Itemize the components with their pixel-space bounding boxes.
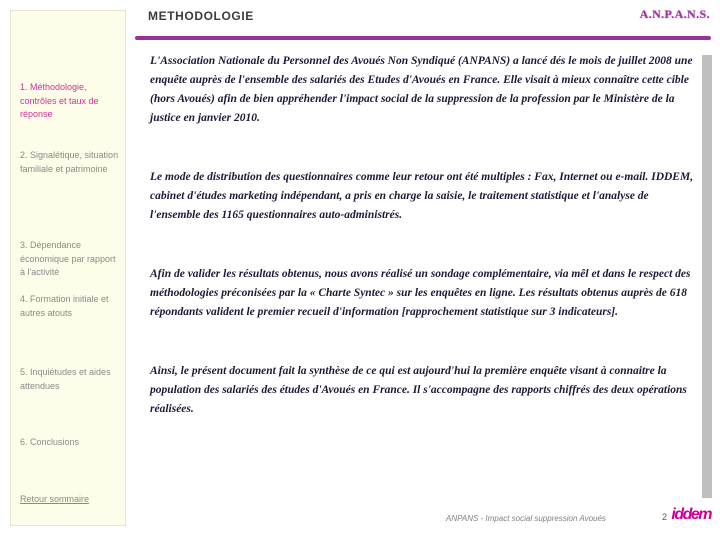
- anpans-logo: A.N.P.A.N.S.: [639, 7, 710, 21]
- paragraph-distribution-mode: Le mode de distribution des questionnaires comme leur retour ont été multiples : Fax, Internet ou e-mail. IDDEM, cabinet d'études marketing indépendant, a pris en charge la saisie, le traitement statistique et l'analyse de l'ensemble des 1165 questionnaires auto-administrés.: [150, 171, 694, 221]
- sidebar-item-dependance[interactable]: 3. Dépendance économique par rapport à l'activité: [20, 240, 116, 277]
- back-to-summary-link[interactable]: Retour sommaire: [20, 494, 90, 504]
- sidebar-item-inquietudes[interactable]: 5. Inquiétudes et aides attendues: [20, 367, 111, 391]
- right-shadow-bar: [702, 55, 712, 498]
- paragraph-synthesis: Ainsi, le présent document fait la synthèse de ce qui est aujourd'hui la première enquête visant à connaitre la population des salariés des études d'Avoués en France. Il s'accompagne des rapports chiffrés des deux opérations réalisées.: [150, 365, 687, 415]
- page-number: 2: [662, 512, 668, 522]
- sidebar-item-methodologie[interactable]: 1. Méthodologie, contrôles et taux de réponse: [20, 82, 99, 119]
- sidebar-nav: [10, 10, 126, 526]
- iddem-logo: iddem: [671, 506, 711, 523]
- footer-text: ANPANS - Impact social suppression Avoués: [446, 514, 606, 523]
- paragraph-survey-launch: L'Association Nationale du Personnel des Avoués Non Syndiqué (ANPANS) a lancé dés le mois de juillet 2008 une enquête auprès de l'ensemble des salariés des Etudes d'Avoués en France. Elle visait à mieux connaître cette cible (hors Avoués) afin de bien appréhender l'impact social de la suppression de la profession par le Ministère de la justice en janvier 2010.: [150, 55, 693, 124]
- header-divider: [135, 36, 711, 40]
- main-content: [150, 52, 695, 459]
- sidebar-item-formation[interactable]: 4. Formation initiale et autres atouts: [20, 294, 109, 318]
- sidebar-item-conclusions[interactable]: 6. Conclusions: [20, 437, 80, 447]
- page-title: METHODOLOGIE: [148, 9, 254, 23]
- sidebar-item-signaletique[interactable]: 2. Signalétique, situation familiale et patrimoine: [20, 150, 119, 174]
- paragraph-validation-survey: Afin de valider les résultats obtenus, nous avons réalisé un sondage complémentaire, via mêl et dans le respect des méthodologies préconisées par la « Charte Syntec » sur les enquêtes en ligne. Les résultats obtenus auprès de 618 répondants valident le premier recueil d'information [rapprochement statistique sur 3 indicateurs].: [150, 268, 691, 318]
